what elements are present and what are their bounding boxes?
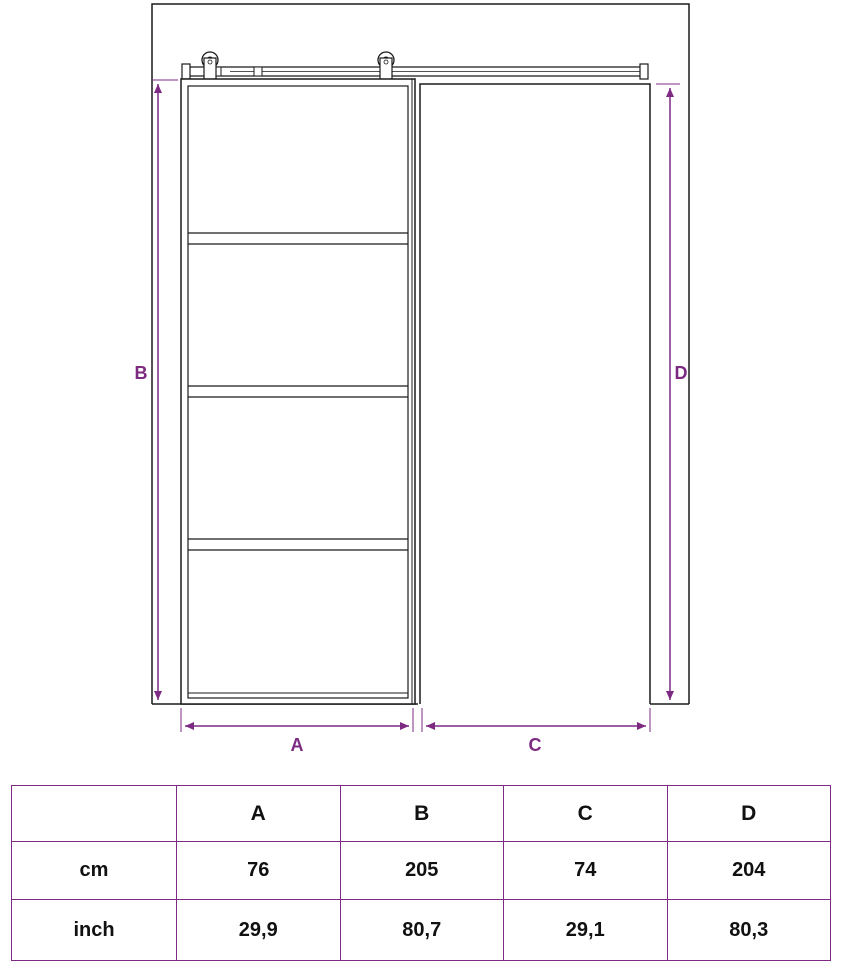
- dimension-label-b: B: [134, 363, 148, 383]
- dimensions-table: [11, 785, 831, 961]
- table-header-cell: A: [177, 786, 341, 842]
- table-cell: 80,3: [667, 900, 831, 961]
- dimension-label-a: A: [290, 735, 304, 755]
- dimension-a: [181, 708, 413, 755]
- door-opening: [420, 84, 650, 704]
- table-row: [12, 842, 831, 900]
- table-cell: 29,9: [177, 900, 341, 961]
- rail-end-stop-left: [182, 64, 190, 79]
- table-cell: 80,7: [340, 900, 504, 961]
- dimension-b: [135, 80, 179, 700]
- dimension-d: [656, 84, 688, 700]
- table-cell: 76: [177, 842, 341, 900]
- table-header-cell: D: [667, 786, 831, 842]
- table-header-cell: [12, 786, 177, 842]
- table-cell: 29,1: [504, 900, 668, 961]
- table-unit-cell: cm: [12, 842, 177, 900]
- table-cell: 204: [667, 842, 831, 900]
- trolley-wheel-right: [378, 52, 394, 82]
- table-unit-cell: inch: [12, 900, 177, 961]
- table-row: [12, 900, 831, 961]
- table-header-cell: B: [340, 786, 504, 842]
- sliding-door-panel: [181, 79, 415, 704]
- trolley-wheel-left: [202, 52, 218, 82]
- dimension-label-d: D: [674, 363, 688, 383]
- table-cell: 74: [504, 842, 668, 900]
- table-cell: 205: [340, 842, 504, 900]
- dimension-label-c: C: [528, 735, 542, 755]
- rail-stopper: [254, 67, 262, 76]
- dimension-c: [422, 708, 650, 755]
- barn-door-rail: [182, 64, 648, 79]
- rail-end-stop-right: [640, 64, 648, 79]
- table-header-cell: C: [504, 786, 668, 842]
- table-header-row: [12, 786, 831, 842]
